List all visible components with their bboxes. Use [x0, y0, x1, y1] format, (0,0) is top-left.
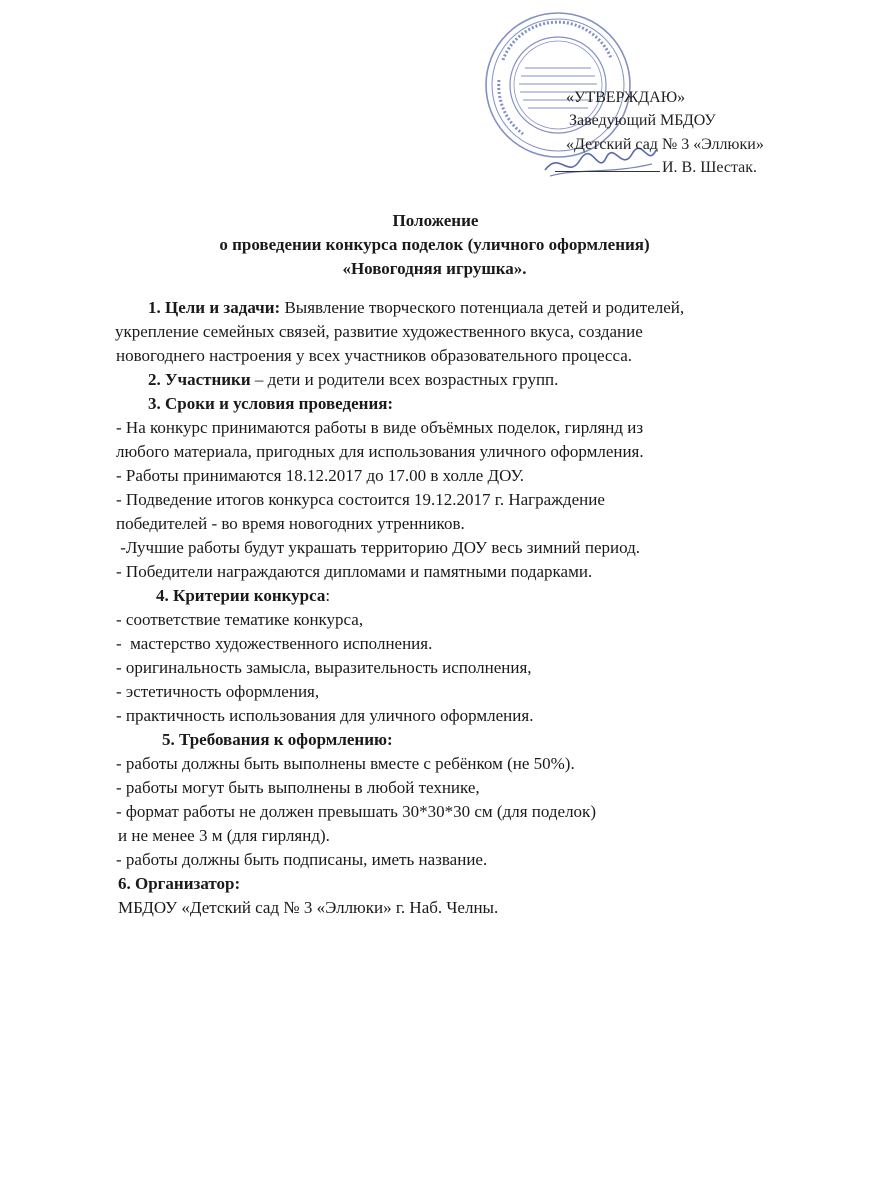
section-3-line: - Подведение итогов конкурса состоится 19.12.2017 г. Награждение	[116, 490, 605, 509]
section-3-line: - Победители награждаются дипломами и памятными подарками.	[116, 562, 593, 581]
section-2-text: – дети и родители всех возрастных групп.	[250, 370, 559, 389]
section-1-heading: 1. Цели и задачи:	[148, 298, 281, 317]
section-3-line: любого материала, пригодных для использования уличного оформления.	[116, 442, 644, 461]
approval-line-1: «УТВЕРЖДАЮ»	[566, 89, 686, 106]
section-3-line: - На конкурс принимаются работы в виде объёмных поделок, гирлянд из	[116, 418, 644, 437]
section-5-line: - работы могут быть выполнены в любой технике,	[116, 778, 480, 797]
section-1-line: новогоднего настроения у всех участников образовательного процесса.	[116, 346, 633, 365]
section-5-line: - работы должны быть выполнены вместе с ребёнком (не 50%).	[116, 754, 575, 773]
section-1-text: Выявление творческого потенциала детей и родителей,	[280, 298, 685, 317]
section-4-line: - соответствие тематике конкурса,	[116, 610, 364, 629]
section-6-heading: 6. Организатор:	[118, 874, 241, 893]
section-5-line: - работы должны быть подписаны, иметь название.	[116, 850, 488, 869]
section-1-line: укрепление семейных связей, развитие художественного вкуса, создание	[115, 322, 643, 341]
section-4-line: - мастерство художественного исполнения.	[116, 634, 433, 653]
section-5-line: и не менее 3 м (для гирлянд).	[118, 826, 330, 845]
section-5-line: - формат работы не должен превышать 30*30*30 см (для поделок)	[116, 802, 596, 821]
section-4-line: - эстетичность оформления,	[116, 682, 320, 701]
section-2-line	[116, 368, 796, 392]
doc-title-line-2: о проведении конкурса поделок (уличного оформления)	[219, 235, 650, 254]
section-4-heading: 4. Критерии конкурса	[156, 586, 326, 605]
approver-name: И. В. Шестак.	[662, 159, 758, 176]
approval-line-2: Заведующий МБДОУ	[569, 112, 716, 129]
section-6-heading-line	[116, 872, 796, 896]
section-3-line: -Лучшие работы будут украшать территорию ДОУ весь зимний период.	[116, 538, 641, 557]
section-2-heading: 2. Участники	[148, 370, 251, 389]
doc-title-line-3: «Новогодняя игрушка».	[342, 259, 527, 278]
section-1-first-line	[116, 296, 796, 320]
section-5-heading-line	[116, 728, 796, 752]
approval-signature-line	[555, 156, 757, 180]
document-body	[116, 296, 796, 920]
doc-title-line-1: Положение	[392, 211, 479, 230]
section-4-line: - оригинальность замысла, выразительность исполнения,	[116, 658, 532, 677]
approval-line-3: «Детский сад № 3 «Эллюки»	[566, 136, 764, 153]
section-3-heading-line	[116, 392, 796, 416]
section-4-line: - практичность использования для уличного оформления.	[116, 706, 534, 725]
section-4-heading-line	[116, 584, 796, 608]
section-3-line: - Работы принимаются 18.12.2017 до 17.00 в холле ДОУ.	[116, 466, 524, 485]
section-5-heading: 5. Требования к оформлению:	[162, 730, 393, 749]
section-3-line: победителей - во время новогодних утренников.	[116, 514, 465, 533]
section-6-text: МБДОУ «Детский сад № 3 «Эллюки» г. Наб. Челны.	[118, 898, 499, 917]
signature-underline	[555, 171, 660, 172]
section-3-heading: 3. Сроки и условия проведения:	[148, 394, 394, 413]
section-4-colon: :	[325, 586, 331, 605]
